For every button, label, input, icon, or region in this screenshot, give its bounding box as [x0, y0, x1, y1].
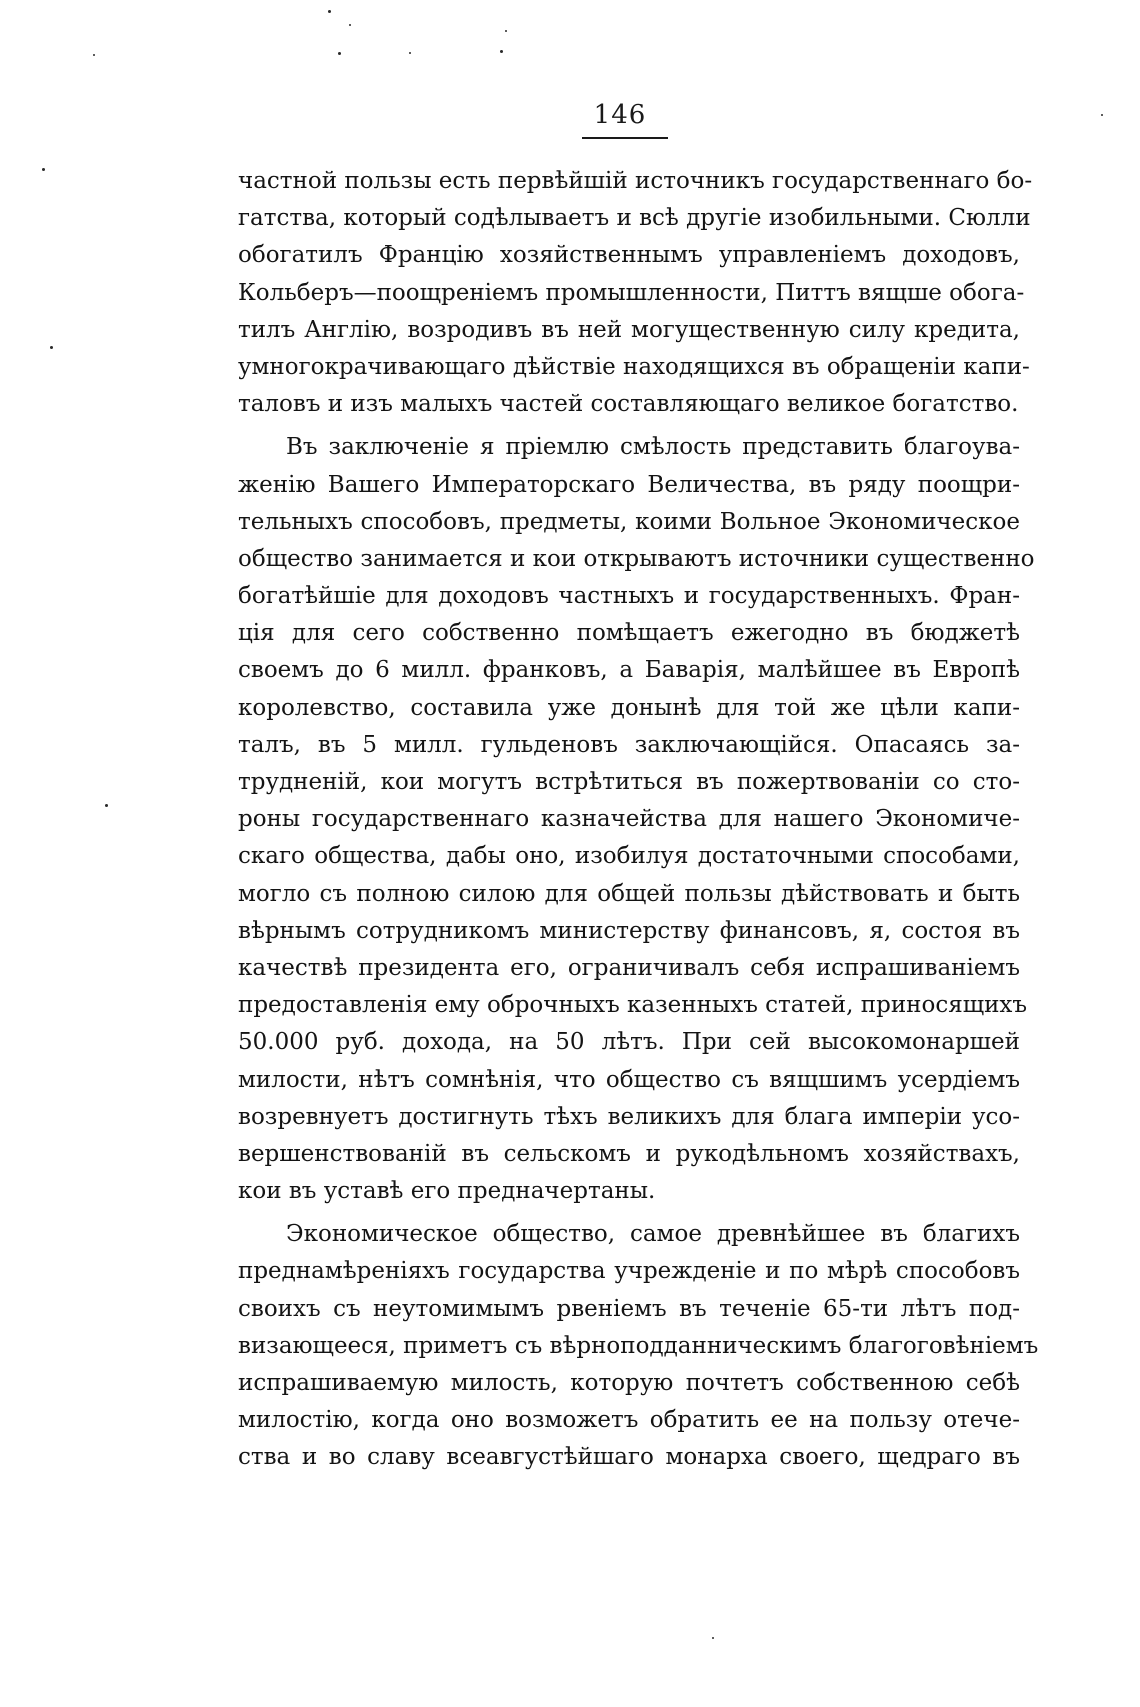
- text-line: милости, нѣтъ сомнѣнія, что общество съ вящшимъ усердіемъ: [238, 1066, 1020, 1093]
- paragraph: [238, 429, 1035, 1210]
- text-line: таловъ и изъ малыхъ частей составляющаго великое богатство.: [238, 391, 1019, 418]
- paragraph: [238, 163, 1033, 423]
- text-line: своихъ съ неутомимымъ рвеніемъ въ теченіе 65-ти лѣтъ под-: [238, 1295, 1020, 1322]
- scan-speck: [338, 52, 341, 55]
- text-line: Въ заключеніе я пріемлю смѣлость представить благоува-: [286, 434, 1020, 461]
- scan-speck: [42, 168, 45, 171]
- text-line: испрашиваемую милость, которую почтетъ собственною себѣ: [238, 1370, 1020, 1396]
- text-line: возревнуетъ достигнуть тѣхъ великихъ для блага имперіи усо-: [238, 1103, 1020, 1130]
- text-line: женію Вашего Императорскаго Величества, въ ряду поощри-: [238, 471, 1020, 498]
- scan-speck: [500, 50, 503, 53]
- text-line: королевство, составила уже донынѣ для той же цѣли капи-: [238, 694, 1020, 721]
- text-line: качествѣ президента его, ограничивалъ себя испрашиваніемъ: [238, 954, 1020, 981]
- page-number: 146: [593, 100, 647, 130]
- text-line: обогатилъ Францію хозяйственнымъ управленіемъ доходовъ,: [238, 242, 1020, 269]
- text-line: скаго общества, дабы оно, изобилуя достаточными способами,: [238, 843, 1020, 870]
- text-line: ства и во славу всеавгустѣйшаго монарха своего, щедраго въ: [238, 1444, 1020, 1471]
- text-line: талъ, въ 5 милл. гульденовъ заключающійся. Опасаясь за-: [238, 731, 1020, 758]
- text-line: гатства, который содѣлываетъ и всѣ другіе изобильными. Сюлли: [238, 205, 1031, 232]
- scan-speck: [93, 54, 95, 56]
- scan-speck: [505, 30, 507, 32]
- text-line: Экономическое общество, самое древнѣйшее въ благихъ: [286, 1221, 1020, 1248]
- text-line: частной пользы есть первѣйшій источникъ государственнаго бо-: [238, 168, 1033, 194]
- text-line: богатѣйшіе для доходовъ частныхъ и государственныхъ. Фран-: [238, 583, 1020, 610]
- scan-speck: [105, 804, 108, 807]
- text-line: визающееся, приметъ съ вѣрноподданническимъ благоговѣніемъ: [238, 1332, 1039, 1359]
- page-number-rule: [582, 137, 668, 139]
- text-line: Кольберъ—поощреніемъ промышленности, Питтъ вящше обога-: [238, 279, 1025, 306]
- scan-speck: [712, 1637, 714, 1639]
- text-line: предоставленія ему оброчныхъ казенныхъ статей, приносящихъ: [238, 992, 1028, 1019]
- text-line: умногокрачивающаго дѣйствіе находящихся въ обращеніи капи-: [238, 353, 1030, 380]
- scan-speck: [328, 10, 331, 13]
- text-line: общество занимается и кои открываютъ источники существенно: [238, 545, 1035, 572]
- text-line: тилъ Англію, возродивъ въ ней могущественную силу кредита,: [238, 316, 1020, 343]
- paragraph: [238, 1216, 1039, 1476]
- text-line: могло съ полною силою для общей пользы дѣйствовать и быть: [238, 880, 1020, 907]
- text-line: своемъ до 6 милл. франковъ, а Баварія, малѣйшее въ Европѣ: [238, 657, 1020, 684]
- text-line: ція для сего собственно помѣщаетъ ежегодно въ бюджетѣ: [238, 620, 1020, 647]
- body-text: [238, 163, 1039, 1477]
- text-line: трудненій, кои могутъ встрѣтиться въ пожертвованіи со сто-: [238, 769, 1020, 795]
- scan-speck: [349, 24, 351, 26]
- text-line: преднамѣреніяхъ государства учрежденіе и по мѣрѣ способовъ: [238, 1258, 1020, 1285]
- text-line: вершенствованій въ сельскомъ и рукодѣльномъ хозяйствахъ,: [238, 1140, 1020, 1167]
- text-line: милостію, когда оно возможетъ обратить ее на пользу отече-: [238, 1407, 1020, 1434]
- scan-speck: [50, 346, 53, 349]
- text-line: вѣрнымъ сотрудникомъ министерству финансовъ, я, состоя въ: [238, 917, 1020, 944]
- text-line: тельныхъ способовъ, предметы, коими Вольное Экономическое: [238, 508, 1020, 535]
- text-line: 50.000 руб. дохода, на 50 лѣтъ. При сей высокомонаршей: [238, 1029, 1020, 1056]
- scan-speck: [409, 52, 411, 54]
- text-line: роны государственнаго казначейства для нашего Экономиче-: [238, 806, 1020, 833]
- scan-speck: [1101, 114, 1103, 116]
- text-line: кои въ уставѣ его предначертаны.: [238, 1178, 656, 1205]
